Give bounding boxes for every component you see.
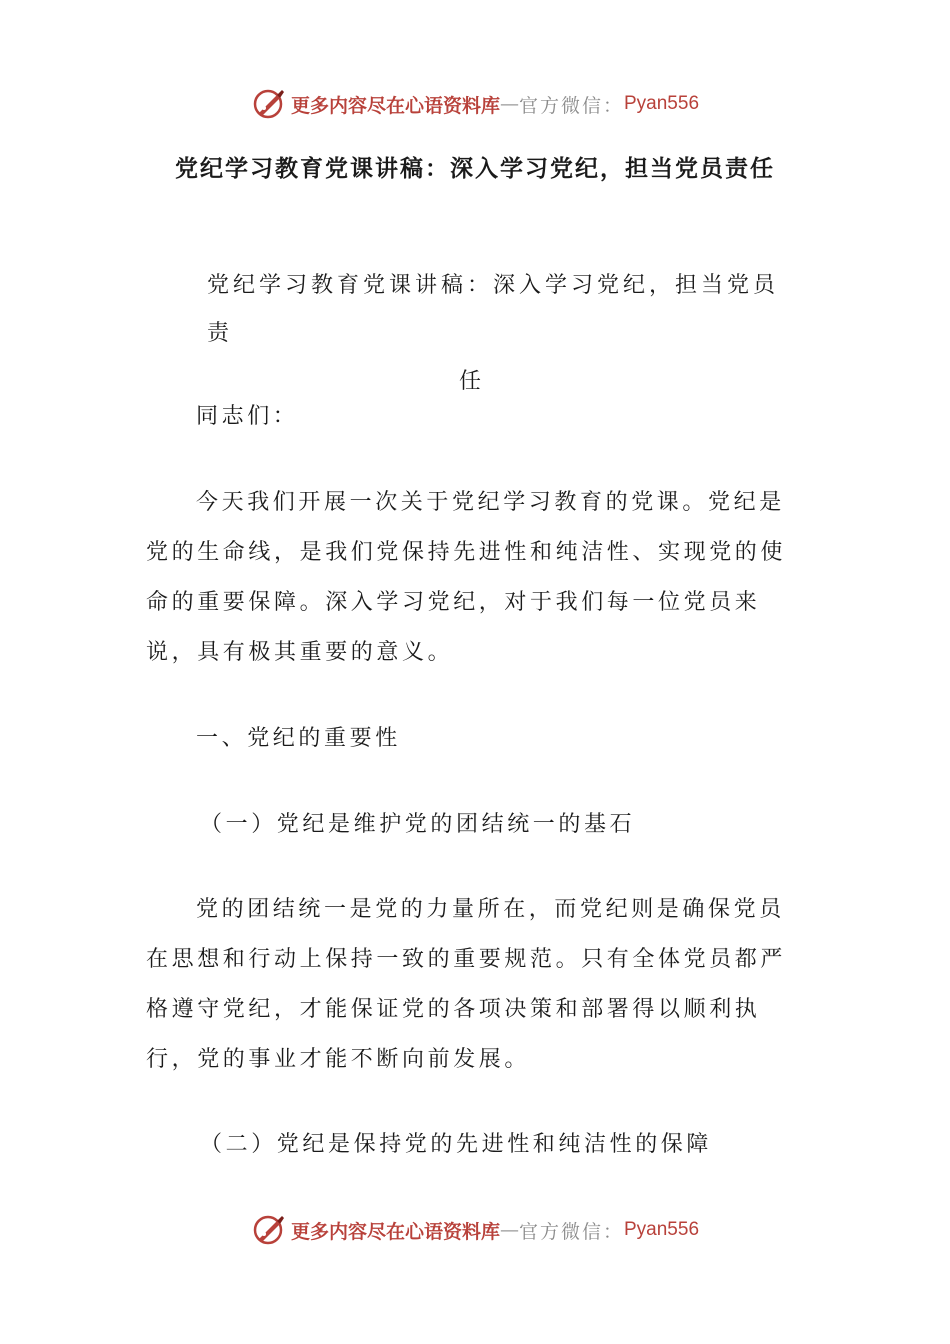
intro-paragraph: 今天我们开展一次关于党纪学习教育的党课。党纪是党的生命线，是我们党保持先进性和纯洁性、实现党的使命的重要保障。深入学习党纪，对于我们每一位党员来说，具有极其重要的意义。 [146, 490, 787, 665]
banner-brand: 更多内容尽在心语资料库 [290, 1220, 500, 1243]
document-title: 党纪学习教育党课讲稿：深入学习党纪，担当党员责任 [175, 156, 775, 182]
section-heading-1: 一、党纪的重要性 [196, 726, 401, 751]
subtitle-line-1: 党纪学习教育党课讲稿：深入学习党纪，担当党员责 [207, 273, 780, 346]
banner-handle: Pyan556 [624, 1219, 700, 1240]
subheading-2: （二）党纪是保持党的先进性和纯洁性的保障 [200, 1132, 713, 1157]
banner-handle: Pyan556 [624, 93, 700, 114]
subtitle-line-2: 任 [458, 369, 485, 394]
document-subtitle [207, 262, 797, 406]
subheading-1: （一）党纪是维护党的团结统一的基石 [200, 812, 636, 837]
banner-dash: — [499, 1219, 519, 1241]
banner-brand: 更多内容尽在心语资料库 [290, 94, 500, 117]
banner-contact-label: 官方微信： [518, 94, 624, 117]
paragraph-1: 党的团结统一是党的力量所在，而党纪则是确保党员在思想和行动上保持一致的重要规范。只有全体党员都严格遵守党纪，才能保证党的各项决策和部署得以顺利执行，党的事业才能不断向前发展。 [146, 897, 787, 1072]
pen-logo-icon [251, 1212, 287, 1248]
banner-dash: — [499, 93, 519, 115]
header-banner [0, 84, 950, 124]
pen-logo-icon [251, 86, 287, 122]
greeting: 同志们： [196, 404, 299, 429]
banner-contact-label: 官方微信： [518, 1220, 624, 1243]
footer-banner [0, 1210, 950, 1250]
